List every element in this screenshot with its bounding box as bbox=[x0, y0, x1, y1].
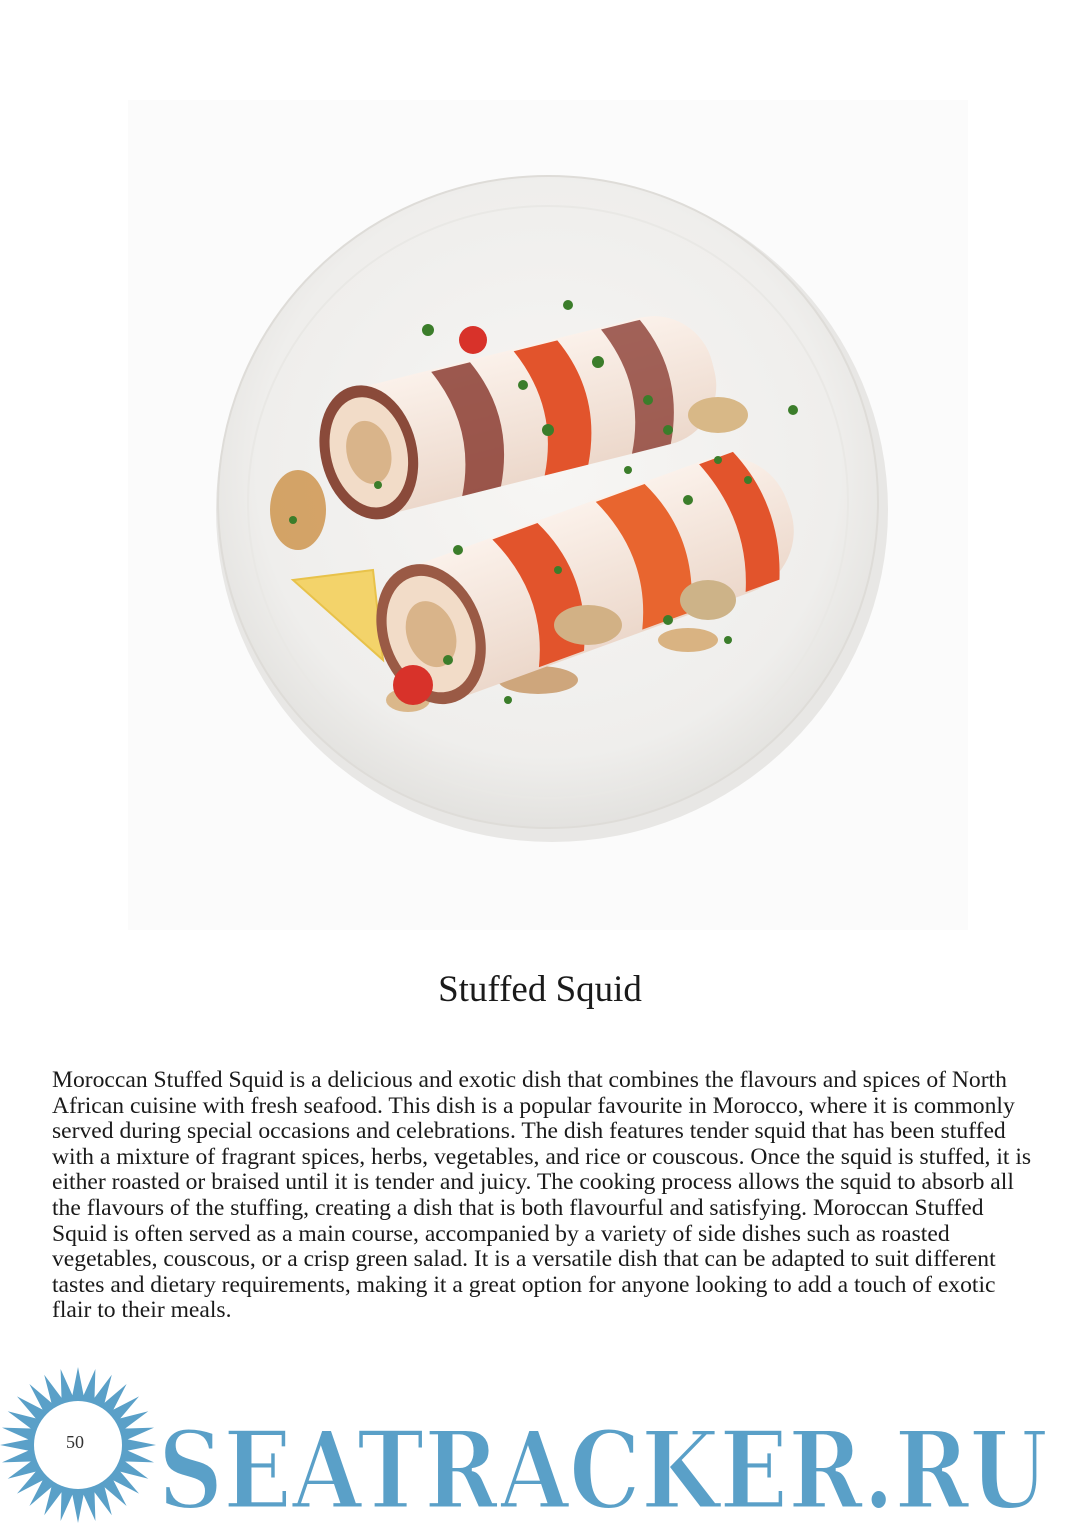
page-number: 50 bbox=[66, 1432, 84, 1452]
recipe-title: Stuffed Squid bbox=[438, 969, 642, 1010]
watermark bbox=[0, 1360, 1080, 1527]
recipe-description: Moroccan Stuffed Squid is a delicious and exotic dish that combines the flavours and spices of North African cuisine with fresh seafood. This dish is a popular favourite in Morocco, where it is commonly served during special occasions and celebrations. The dish features tender squid that has been stuffed with a mixture of fragrant spices, herbs, vegetables, and rice or couscous. Once the squid is stuffed, it is either roasted or braised until it is tender and juicy. The cooking process allows the squid to absorb all the flavours of the stuffing, creating a dish that is both flavourful and satisfying. Moroccan Stuffed Squid is often served as a main course, accompanied by a variety of side dishes such as roasted vegetables, couscous, or a crisp green salad. It is a versatile dish that can be adapted to suit different tastes and dietary requirements, making it a great option for anyone looking to add a touch of exotic flair to their meals. bbox=[52, 1067, 1032, 1324]
watermark-text: SEATRACKER.RU bbox=[158, 1408, 1048, 1527]
dish-photo bbox=[128, 100, 968, 930]
